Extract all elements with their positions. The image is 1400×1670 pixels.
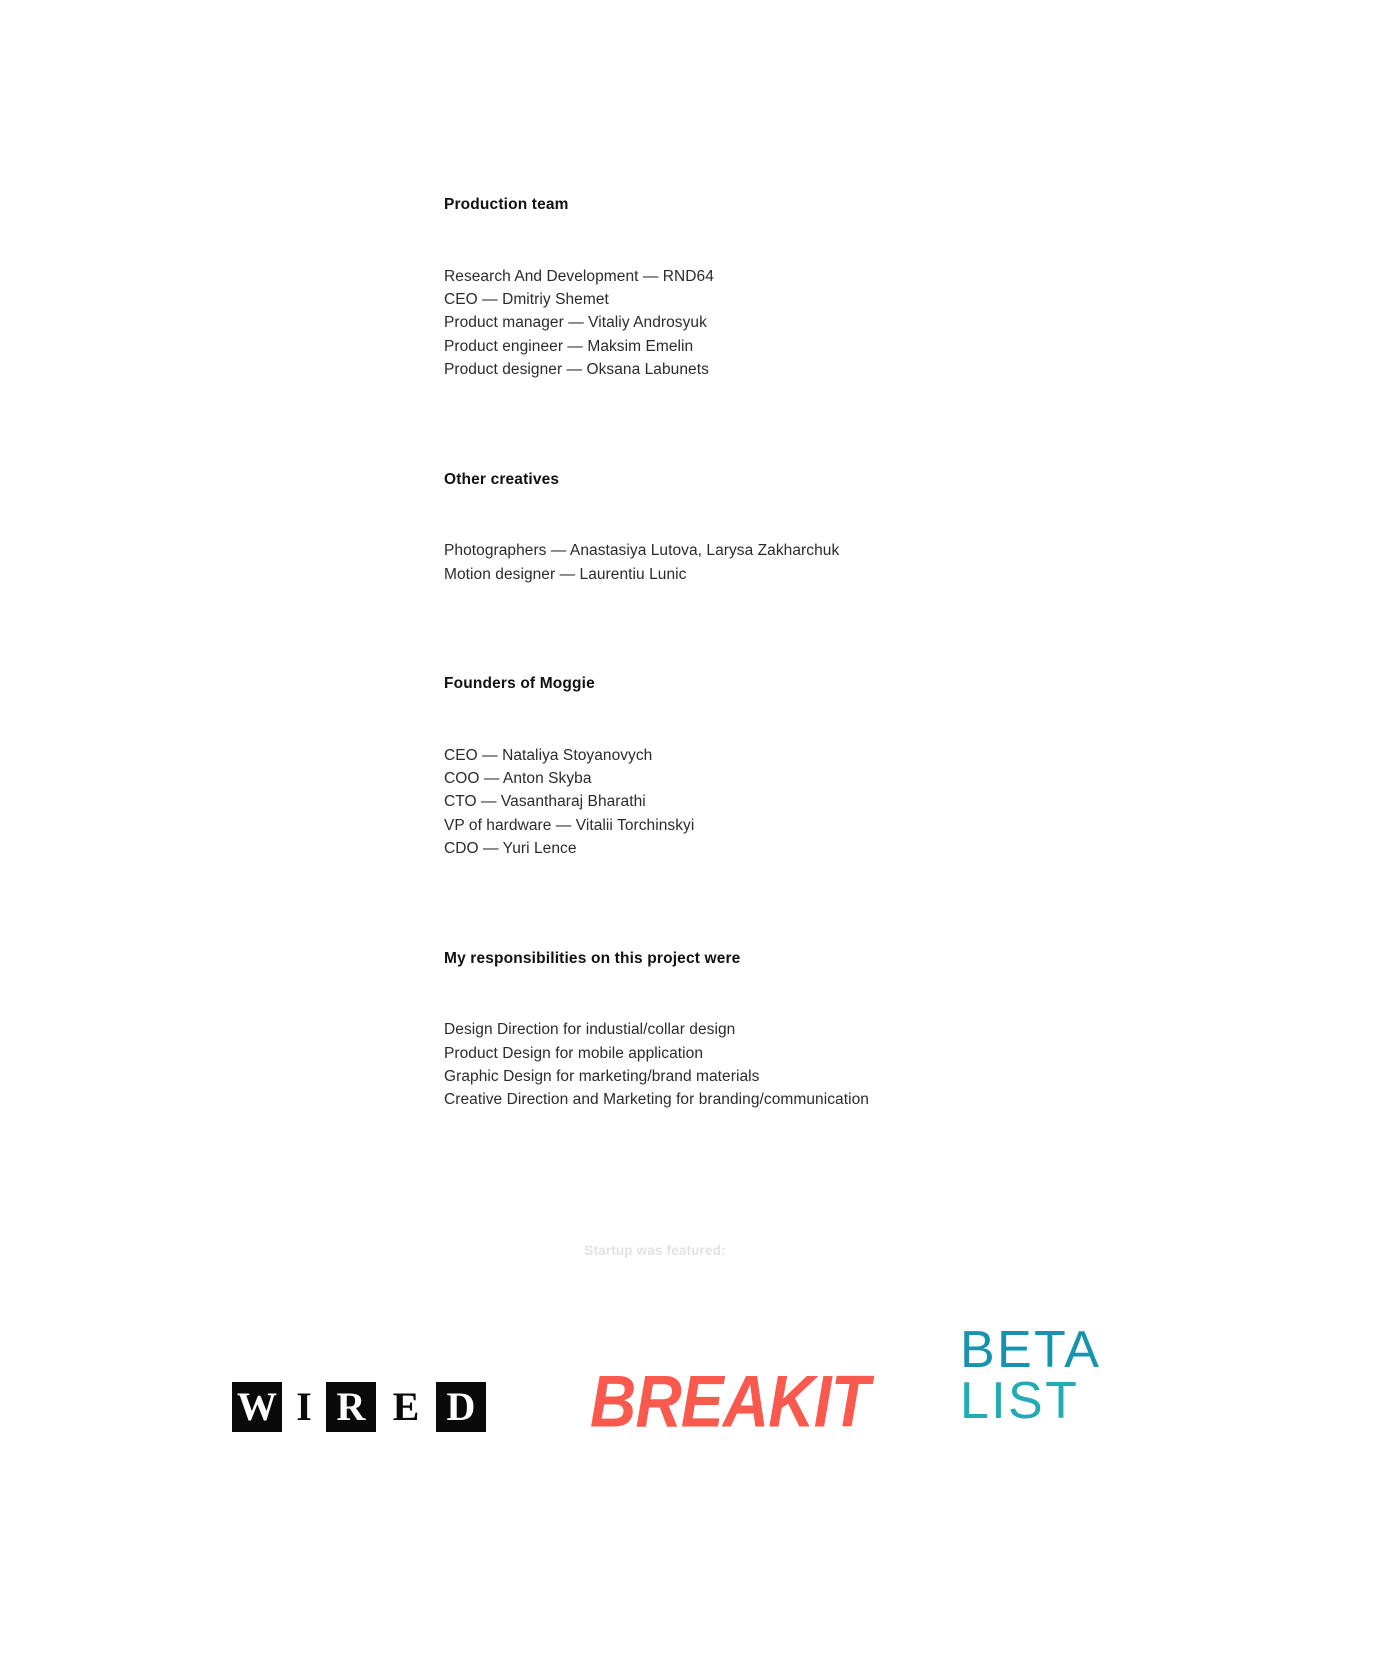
- section-founders-of-moggie: [444, 675, 1144, 861]
- wired-letter-r: R: [326, 1382, 376, 1432]
- section-other-creatives: [444, 471, 1144, 586]
- wired-letter-w: W: [232, 1382, 282, 1432]
- credit-line: Design Direction for industial/collar design: [444, 1021, 736, 1039]
- featured-label: Startup was featured:: [584, 1243, 726, 1258]
- credit-line: CEO — Nataliya Stoyanovych: [444, 746, 653, 764]
- section-heading: Other creatives: [444, 470, 560, 488]
- section-line-list: [444, 539, 1144, 586]
- section-heading: My responsibilities on this project were: [444, 949, 741, 967]
- section-production-team: [444, 196, 1144, 382]
- credit-line: CDO — Yuri Lence: [444, 840, 577, 858]
- credit-line: Research And Development — RND64: [444, 267, 714, 285]
- wired-letter-d: D: [436, 1382, 486, 1432]
- credits-column: [444, 196, 1144, 1112]
- credit-line: Product designer — Oksana Labunets: [444, 361, 709, 379]
- wired-logo: [232, 1382, 486, 1432]
- credit-line: CEO — Dmitriy Shemet: [444, 291, 609, 308]
- section-heading: Founders of Moggie: [444, 675, 595, 693]
- credit-line: Graphic Design for marketing/brand materials: [444, 1068, 760, 1086]
- credit-line: VP of hardware — Vitalii Torchinskyi: [444, 816, 695, 834]
- credit-line: Photographers — Anastasiya Lutova, Larysa Zakharchuk: [444, 542, 840, 560]
- section-line-list: [444, 1018, 1144, 1112]
- betalist-line-beta: BETA: [960, 1321, 1102, 1379]
- credit-line: CTO — Vasantharaj Bharathi: [444, 793, 646, 811]
- betalist-logo: [960, 1321, 1102, 1430]
- credit-line: Creative Direction and Marketing for branding/communication: [444, 1091, 869, 1109]
- credit-line: Product engineer — Maksim Emelin: [444, 337, 694, 355]
- breakit-logo: BREAKIT: [590, 1360, 870, 1443]
- credit-line: Product Design for mobile application: [444, 1044, 704, 1062]
- credit-line: Motion designer — Laurentiu Lunic: [444, 565, 687, 583]
- section-my-responsibilities: [444, 950, 1144, 1112]
- betalist-line-list: LIST: [960, 1371, 1080, 1430]
- wired-letter-i: I: [296, 1384, 312, 1429]
- featured-logos: [0, 1321, 1310, 1505]
- section-line-list: [444, 744, 1144, 861]
- section-heading: Production team: [444, 196, 569, 213]
- wired-letter-e: E: [392, 1384, 420, 1429]
- credit-line: COO — Anton Skyba: [444, 770, 592, 788]
- section-line-list: [444, 265, 1144, 382]
- credit-line: Product manager — Vitaliy Androsyuk: [444, 314, 707, 332]
